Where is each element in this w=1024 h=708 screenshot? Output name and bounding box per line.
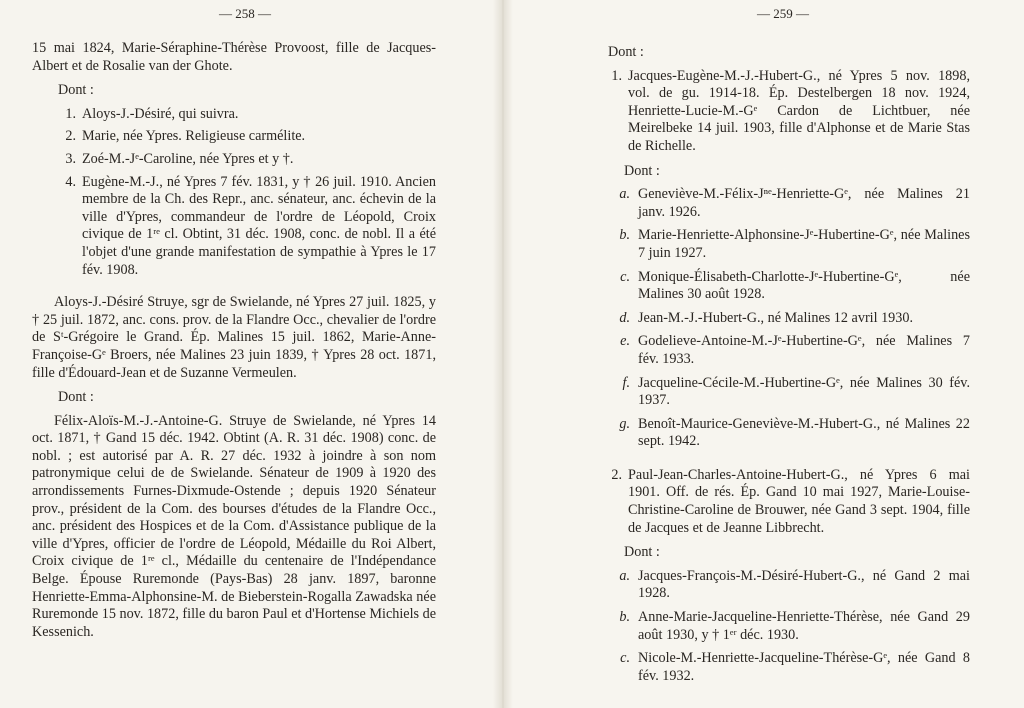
item-text: Monique-Élisabeth-Charlotte-Jᵉ-Hubertine-Gᵉ, née Malines 30 août 1928. [638, 268, 970, 303]
item-text: Jacques-François-M.-Désiré-Hubert-G., né Gand 2 mai 1928. [638, 567, 970, 602]
left-page-content [32, 40, 436, 641]
child-entry [608, 467, 970, 537]
list-item [608, 416, 970, 451]
item-letter: a. [619, 186, 630, 203]
item-text: Eugène-M.-J., né Ypres 7 fév. 1831, y † 26 juil. 1910. Ancien membre de la Ch. des Repr., anc. sénateur, anc. échevin de la ville d'Ypres, commandeur de l'ordre de Léopold, Croix civique de 1ʳᵉ cl. Obtint, 31 déc. 1908, conc. de nobl. Il a été l'objet d'une grande manifestation de sympathie à Ypres le 17 fév. 1908. [82, 173, 436, 278]
list-item [56, 106, 436, 124]
opening-paragraph: 15 mai 1824, Marie-Séraphine-Thérèse Provoost, fille de Jacques-Albert et de Rosalie van der Ghote. [32, 40, 436, 74]
list-item [608, 333, 970, 368]
list-item [608, 568, 970, 603]
left-page [0, 0, 505, 708]
spacer [32, 284, 436, 294]
item-letter: e. [620, 333, 630, 350]
item-letter: f. [622, 374, 630, 391]
item-letter: d. [619, 309, 630, 326]
item-number: 2. [611, 466, 622, 483]
list-item [56, 174, 436, 280]
dont-heading: Dont : [624, 544, 660, 561]
page-number-left: — 258 — [219, 6, 271, 21]
list-item [608, 609, 970, 644]
item-text: Nicole-M.-Henriette-Jacqueline-Thérèse-Gᵉ, née Gand 8 fév. 1932. [638, 650, 970, 684]
felix-paragraph: Félix-Aloïs-M.-J.-Antoine-G. Struye de Swielande, né Ypres 14 oct. 1871, † Gand 15 déc. 1942. Obtint (A. R. 31 déc. 1908) conc. de nobl. ; est autorisé par A. R. 27 déc. 1932 à joindre à son nom patronymique celui de de Swielande. Sénateur de 1909 à 1920 des arrondissements Furnes-Dixmude-Ostende ; depuis 1920 Sénateur prov., président de la Com. des bourses d'études de la Flandre Occ., anc. président des Hospices et de la Com. d'Assistance publique de la ville d'Ypres, officier de l'ordre de Léopold, Médaille du Roi Albert, Croix civique de 1ʳᵉ cl., Médaille du centenaire de l'Indépendance Belge. Épouse Ruremonde (Pays-Bas) 28 janv. 1897, baronne Henriette-Emma-Alphonsine-M. de Bieberstein-Rogalla Zawadska née Ruremonde 15 nov. 1872, fille du baron Paul et d'Hortense Michiels de Kessenich. [32, 412, 436, 640]
item-text: Godelieve-Antoine-M.-Jᵉ-Hubertine-Gᵉ, née Malines 7 fév. 1933. [638, 333, 970, 367]
item-letter: b. [619, 227, 630, 244]
list-item [56, 128, 436, 146]
item-text: Benoît-Maurice-Geneviève-M.-Hubert-G., né Malines 22 sept. 1942. [638, 415, 970, 450]
item-letter: b. [619, 609, 630, 626]
item-letter: g. [619, 415, 630, 432]
right-page-content [608, 44, 970, 691]
children-list [32, 106, 436, 279]
item-number: 3. [65, 150, 76, 167]
item-text: Zoé-M.-Jᵉ-Caroline, née Ypres et y †. [82, 150, 294, 167]
item-text: Anne-Marie-Jacqueline-Henriette-Thérèse, née Gand 29 août 1930, y † 1ᵉʳ déc. 1930. [638, 609, 970, 643]
item-letter: c. [620, 268, 630, 285]
spacer [608, 457, 970, 467]
item-text: Paul-Jean-Charles-Antoine-Hubert-G., né Ypres 6 mai 1901. Off. de rés. Ép. Gand 10 mai 1927, Marie-Louise-Christine-Caroline de Brouwer, née Gand 3 sept. 1904, fille de Jacques et de Jeanne Libbrecht. [628, 466, 970, 536]
child-entry [608, 68, 970, 156]
list-item [608, 375, 970, 410]
dont-heading: Dont : [58, 82, 94, 99]
dont-heading: Dont : [624, 162, 660, 179]
item-number: 1. [65, 105, 76, 122]
item-text: Marie, née Ypres. Religieuse carmélite. [82, 128, 306, 145]
list-item [608, 227, 970, 262]
grandchildren-list [608, 186, 970, 451]
list-item [608, 186, 970, 221]
item-text: Jacques-Eugène-M.-J.-Hubert-G., né Ypres 5 nov. 1898, vol. de gu. 1914-18. Ép. Destelbergen 18 nov. 1924, Henriette-Lucie-M.-Gᵉ Cardon de Lichtbuer, née Meirelbeke 14 juil. 1903, fille d'Alphonse et de Marie Stas de Richelle. [628, 67, 970, 154]
book-gutter [493, 0, 513, 708]
item-text: Marie-Henriette-Alphonsine-Jᵉ-Hubertine-Gᵉ, née Malines 7 juin 1927. [638, 227, 970, 261]
dont-heading: Dont : [58, 389, 94, 406]
list-item [608, 310, 970, 328]
item-text: Jean-M.-J.-Hubert-G., né Malines 12 avril 1930. [638, 309, 914, 326]
dont-heading: Dont : [608, 44, 644, 60]
item-number: 1. [611, 67, 622, 84]
item-number: 2. [65, 128, 76, 145]
item-text: Geneviève-M.-Félix-Jⁿᵉ-Henriette-Gᵉ, née Malines 21 janv. 1926. [638, 186, 970, 220]
list-item [56, 151, 436, 169]
item-letter: c. [620, 650, 630, 667]
page-number-right: — 259 — [757, 6, 809, 21]
list-item [608, 269, 970, 304]
item-text: Aloys-J.-Désiré, qui suivra. [82, 105, 239, 122]
grandchildren-list [608, 568, 970, 686]
aloys-paragraph: Aloys-J.-Désiré Struye, sgr de Swielande, né Ypres 27 juil. 1825, y † 25 juil. 1872, anc. cons. prov. de la Flandre Occ., chevalier de l'ordre de Sᵗ-Grégoire le Grand. Ép. Malines 15 juil. 1862, Marie-Anne-Françoise-Gᵉ Broers, née Malines 23 juin 1839, † Ypres 28 oct. 1871, fille d'Édouard-Jean et de Suzanne Vermeulen. [32, 294, 436, 381]
item-number: 4. [65, 173, 76, 190]
item-letter: a. [619, 567, 630, 584]
list-item [608, 650, 970, 685]
item-text: Jacqueline-Cécile-M.-Hubertine-Gᵉ, née Malines 30 fév. 1937. [638, 374, 970, 409]
